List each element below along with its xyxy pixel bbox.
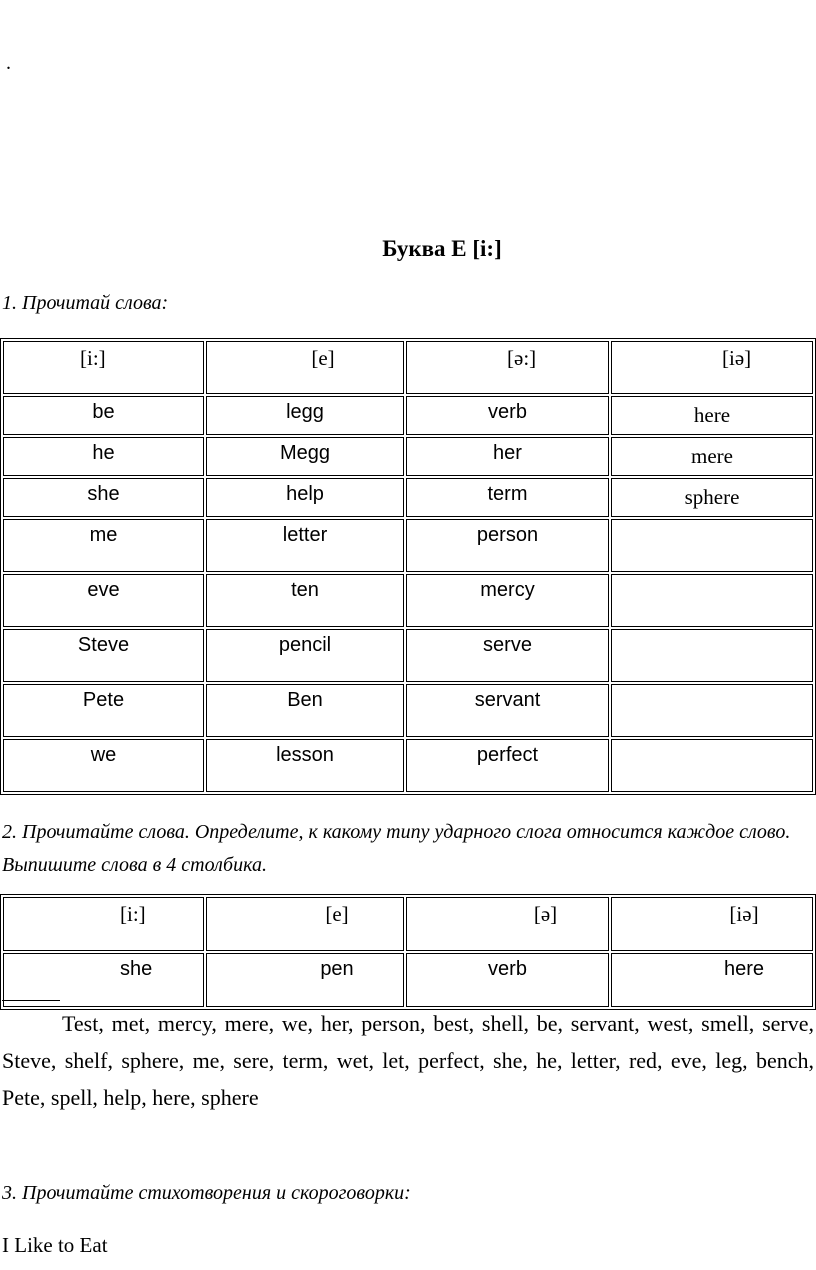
table-cell: her xyxy=(406,437,609,476)
table-cell: verb xyxy=(406,396,609,435)
header-cell: [iə] xyxy=(611,341,813,394)
table-row xyxy=(3,739,813,792)
table-cell: pen xyxy=(206,953,404,1007)
table-cell: servant xyxy=(406,684,609,737)
poem-title: I Like to Eat xyxy=(2,1233,108,1257)
task-2-instruction: 2. Прочитайте слова. Определите, к какому типу ударного слога относится каждое слово. Выпишите слова в 4 столбика. xyxy=(2,821,791,876)
table-cell: Steve xyxy=(3,629,204,682)
table-cell xyxy=(611,574,813,627)
table-cell: letter xyxy=(206,519,404,572)
table-cell: lesson xyxy=(206,739,404,792)
table-cell: we xyxy=(3,739,204,792)
table-cell: she xyxy=(3,478,204,517)
table-row xyxy=(3,396,813,435)
task-3-instruction: 3. Прочитайте стихотворения и скороговорки: xyxy=(2,1182,411,1204)
header-cell: [e] xyxy=(206,897,404,951)
table-header-row xyxy=(3,897,813,951)
header-cell: [ə] xyxy=(406,897,609,951)
page-title: Буква E [i:] xyxy=(382,236,502,261)
table-cell: mere xyxy=(611,437,813,476)
table-cell: pencil xyxy=(206,629,404,682)
table-row xyxy=(3,437,813,476)
table-row xyxy=(3,519,813,572)
table-row xyxy=(3,684,813,737)
header-cell: [i:] xyxy=(3,341,204,394)
table-cell xyxy=(611,519,813,572)
divider xyxy=(2,1000,60,1001)
table-cell: she xyxy=(3,953,204,1007)
table-cell: ten xyxy=(206,574,404,627)
table-cell: help xyxy=(206,478,404,517)
table-row xyxy=(3,629,813,682)
header-cell: [e] xyxy=(206,341,404,394)
table-cell: here xyxy=(611,953,813,1007)
phonetics-table-2 xyxy=(0,894,816,1010)
table-cell: term xyxy=(406,478,609,517)
page-dot: . xyxy=(6,52,11,74)
table-cell: serve xyxy=(406,629,609,682)
table-row xyxy=(3,574,813,627)
table-cell: verb xyxy=(406,953,609,1007)
table-cell: Ben xyxy=(206,684,404,737)
table-cell: perfect xyxy=(406,739,609,792)
table-cell: Pete xyxy=(3,684,204,737)
table-cell: me xyxy=(3,519,204,572)
table-row xyxy=(3,953,813,1007)
table-row xyxy=(3,478,813,517)
phonetics-table-1 xyxy=(0,338,816,795)
table-cell: mercy xyxy=(406,574,609,627)
table-cell: Megg xyxy=(206,437,404,476)
task-1-instruction: 1. Прочитай слова: xyxy=(2,292,169,314)
table-cell: he xyxy=(3,437,204,476)
table-header-row xyxy=(3,341,813,394)
table-cell: legg xyxy=(206,396,404,435)
header-cell: [i:] xyxy=(3,897,204,951)
table-cell xyxy=(611,684,813,737)
header-cell: [iə] xyxy=(611,897,813,951)
table-cell xyxy=(611,629,813,682)
word-list-paragraph: Test, met, mercy, mere, we, her, person, best, shell, be, servant, west, smell, serve, Steve, shelf, sphere, me, sere, term, wet, let, perfect, she, he, letter, red, eve, leg, bench, Pete, spell, help, here, sphere xyxy=(2,1011,814,1110)
header-cell: [ə:] xyxy=(406,341,609,394)
table-cell: here xyxy=(611,396,813,435)
table-cell: eve xyxy=(3,574,204,627)
table-cell: sphere xyxy=(611,478,813,517)
table-cell: person xyxy=(406,519,609,572)
table-cell xyxy=(611,739,813,792)
table-cell: be xyxy=(3,396,204,435)
